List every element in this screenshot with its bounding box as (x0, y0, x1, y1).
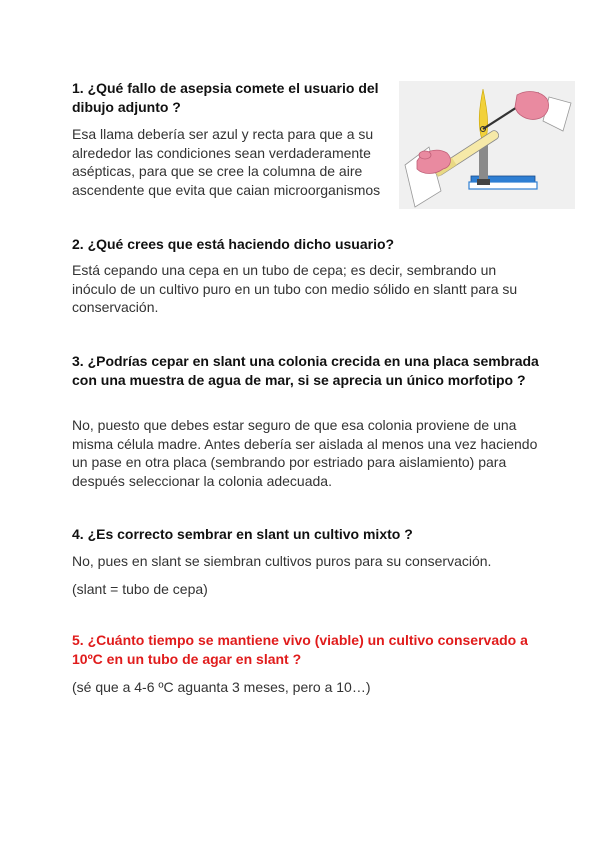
question-3-answer: No, puesto que debes estar seguro de que esa colonia proviene de una misma célula madre. Antes debería ser aislada al menos una vez haciendo un pase en otra placa (sembrando por estriado para aislamiento) para después seleccionar la colonia adecuada. (72, 417, 538, 489)
burner-slant-drawing (399, 81, 575, 209)
question-5-answer: (sé que a 4-6 ºC aguanta 3 meses, pero a 10…) (72, 679, 371, 695)
question-3-title: 3. ¿Podrías cepar en slant una colonia crecida en una placa sembrada con una muestra de agua de mar, si se aprecia un único morfotipo ? (72, 353, 539, 388)
question-2-title: 2. ¿Qué crees que está haciendo dicho usuario? (72, 236, 395, 252)
question-4-title: 4. ¿Es correcto sembrar en slant un cultivo mixto ? (72, 526, 413, 542)
question-4-note: (slant = tubo de cepa) (72, 581, 208, 597)
aseptic-technique-illustration (399, 81, 575, 209)
question-1-answer: Esa llama debería ser azul y recta para que a su alrededor las condiciones sean verdaderamente asépticas, para que se cree la columna de aire ascendente que evita que caian microorganismos (72, 126, 381, 198)
question-4-answer: No, pues en slant se siembran cultivos puros para su conservación. (72, 553, 492, 569)
question-1-title: 1. ¿Qué fallo de asepsia comete el usuario del dibujo adjunto ? (72, 80, 379, 115)
question-5-title: 5. ¿Cuánto tiempo se mantiene vivo (viable) un cultivo conservado a 10ºC en un tubo de agar en slant ? (72, 632, 528, 667)
question-2-answer: Está cepando una cepa en un tubo de cepa; es decir, sembrando un inóculo de un cultivo puro en un tubo con medio sólido en slantt para su conservación. (72, 262, 518, 315)
